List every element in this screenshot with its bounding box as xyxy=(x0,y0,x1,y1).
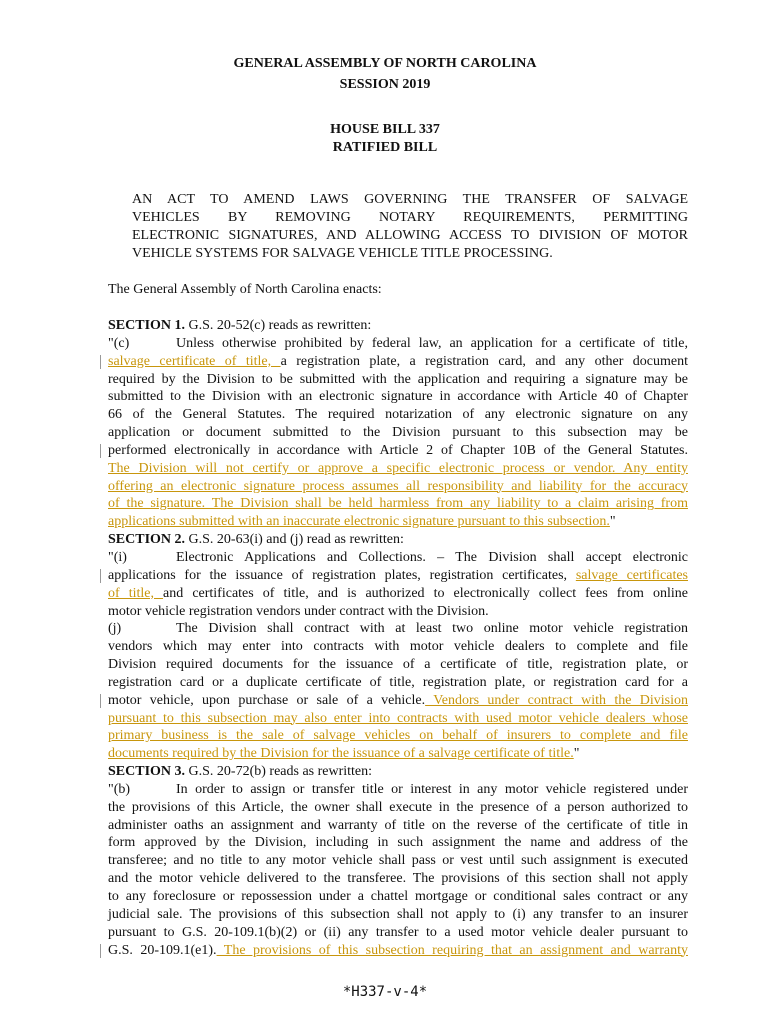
body-line: pursuant to G.S. 20-109.1(b)(2) or (ii) any transfer to a used motor vehicle dealer pursuant to xyxy=(108,924,688,940)
body-line: "(i) Electronic Applications and Collections. – The Division shall accept electronic xyxy=(108,549,688,565)
body-line: 66 of the General Statutes. The required notarization of any electronic signature on any xyxy=(108,407,688,423)
inserted-text: The provisions of this subsection requiring that an assignment and warranty xyxy=(216,942,688,958)
act-title-line: AN ACT TO AMEND LAWS GOVERNING THE TRANSFER OF SALVAGE xyxy=(132,192,688,207)
body-line xyxy=(108,495,688,513)
body-line: administer oaths an assignment and warranty of title on the reverse of the certificate of title in xyxy=(108,817,688,833)
body-line: (j) The Division shall contract with at least two online motor vehicle registration xyxy=(108,621,688,637)
inserted-text: documents required by the Division for the issuance of a salvage certificate of title. xyxy=(108,746,574,762)
act-title xyxy=(132,191,688,263)
body-line xyxy=(108,710,688,728)
body-line: submitted to the Division with an electronic signature in accordance with Article 40 of Chapter xyxy=(108,389,688,405)
inserted-text: primary business is the sale of salvage vehicles on behalf of insurers to complete and file xyxy=(108,728,688,744)
inserted-text: of the signature. The Division shall be held harmless from any liability to a claim arising from xyxy=(108,496,688,512)
assembly-heading: GENERAL ASSEMBLY OF NORTH CAROLINA xyxy=(233,56,537,71)
inserted-text: applications submitted with an inaccurate electronic signature pursuant to this subsection. xyxy=(108,514,610,530)
body-line: G.S. 20-109.1(e1). The provisions of this subsection requiring that an assignment and warranty xyxy=(108,942,688,960)
body-line: applications for the issuance of registration plates, registration certificates, salvage certificates xyxy=(108,567,688,585)
body-line xyxy=(108,478,688,496)
inserted-text: pursuant to this subsection may also enter into contracts with used motor vehicle dealers whose xyxy=(108,710,688,726)
body-line: transferee; and no title to any motor vehicle shall pass or vest until such assignment is executed xyxy=(108,853,688,869)
body-line: vendors which may enter into contracts with motor vehicle dealers to complete and file xyxy=(108,639,688,655)
section-3-heading: SECTION 3. G.S. 20-72(b) reads as rewritten: xyxy=(108,764,373,780)
enacting-clause: The General Assembly of North Carolina enacts: xyxy=(108,282,382,297)
section-2-heading: SECTION 2. G.S. 20-63(i) and (j) read as rewritten: xyxy=(108,532,404,548)
inserted-text: offering an electronic signature process assumes all responsibility and liability for the accuracy xyxy=(108,478,688,494)
session-heading: SESSION 2019 xyxy=(339,77,431,92)
body-line: applications submitted with an inaccurate electronic signature pursuant to this subsection." xyxy=(108,514,616,530)
body-line: the provisions of this Article, the owner shall execute in the presence of a person authorized to xyxy=(108,799,688,815)
body-line xyxy=(108,460,688,478)
act-title-line: ELECTRONIC SIGNATURES, AND ALLOWING ACCESS TO DIVISION OF MOTOR xyxy=(132,228,688,243)
section-1-heading: SECTION 1. G.S. 20-52(c) reads as rewritten: xyxy=(108,318,372,333)
bill-status: RATIFIED BILL xyxy=(332,140,438,155)
body-line: and the motor vehicle delivered to the transferee. The provisions of this section shall not apply xyxy=(108,871,688,887)
bill-number: HOUSE BILL 337 xyxy=(330,122,440,137)
body-line xyxy=(108,727,688,745)
body-line: Division required documents for the issuance of a certificate of title, registration plate, or xyxy=(108,657,688,673)
inserted-text: Vendors under contract with the Division xyxy=(425,692,688,708)
inserted-text: salvage certificates xyxy=(575,567,688,583)
body-line: form approved by the Division, including in such assignment the name and address of the xyxy=(108,835,688,851)
document-footer-code: *H337-v-4* xyxy=(342,984,428,1000)
body-line: "(b) In order to assign or transfer title or interest in any motor vehicle registered under xyxy=(108,781,688,797)
body-line: "(c) Unless otherwise prohibited by federal law, an application for a certificate of title, xyxy=(108,335,688,351)
act-title-line: VEHICLE SYSTEMS FOR SALVAGE VEHICLE TITLE PROCESSING. xyxy=(132,246,553,261)
body-line: to any foreclosure or repossession under a chattel mortgage or conditional sales contract or any xyxy=(108,889,688,904)
body-line: motor vehicle registration vendors under contract with the Division. xyxy=(108,603,489,619)
body-line: registration card or a duplicate certificate of title, registration plate, or registration card for a xyxy=(108,674,688,690)
inserted-text: of title, xyxy=(108,585,164,601)
body-line: application or document submitted to the Division pursuant to this subsection may be xyxy=(108,425,688,441)
inserted-text: salvage certificate of title, xyxy=(108,353,281,369)
body-line: of title, and certificates of title, and is authorized to electronically collect fees from online xyxy=(108,585,688,601)
inserted-text: The Division will not certify or approve a specific electronic process or vendor. Any entity xyxy=(108,460,688,476)
body-line: judicial sale. The provisions of this subsection shall not apply to (i) any transfer to an insurer xyxy=(108,906,688,922)
body-line: documents required by the Division for the issuance of a salvage certificate of title." xyxy=(108,746,580,762)
body-line: motor vehicle, upon purchase or sale of a vehicle. Vendors under contract with the Division xyxy=(108,692,688,710)
act-title-line: VEHICLES BY REMOVING NOTARY REQUIREMENTS, PERMITTING xyxy=(132,210,688,225)
body-line: required by the Division to be submitted with the application and requiring a signature may be xyxy=(108,371,688,387)
body-line: salvage certificate of title, a registration plate, a registration card, and any other document xyxy=(108,353,688,371)
body-line: performed electronically in accordance with Article 2 of Chapter 10B of the General Statutes. xyxy=(108,442,688,460)
bill-body xyxy=(108,317,688,959)
